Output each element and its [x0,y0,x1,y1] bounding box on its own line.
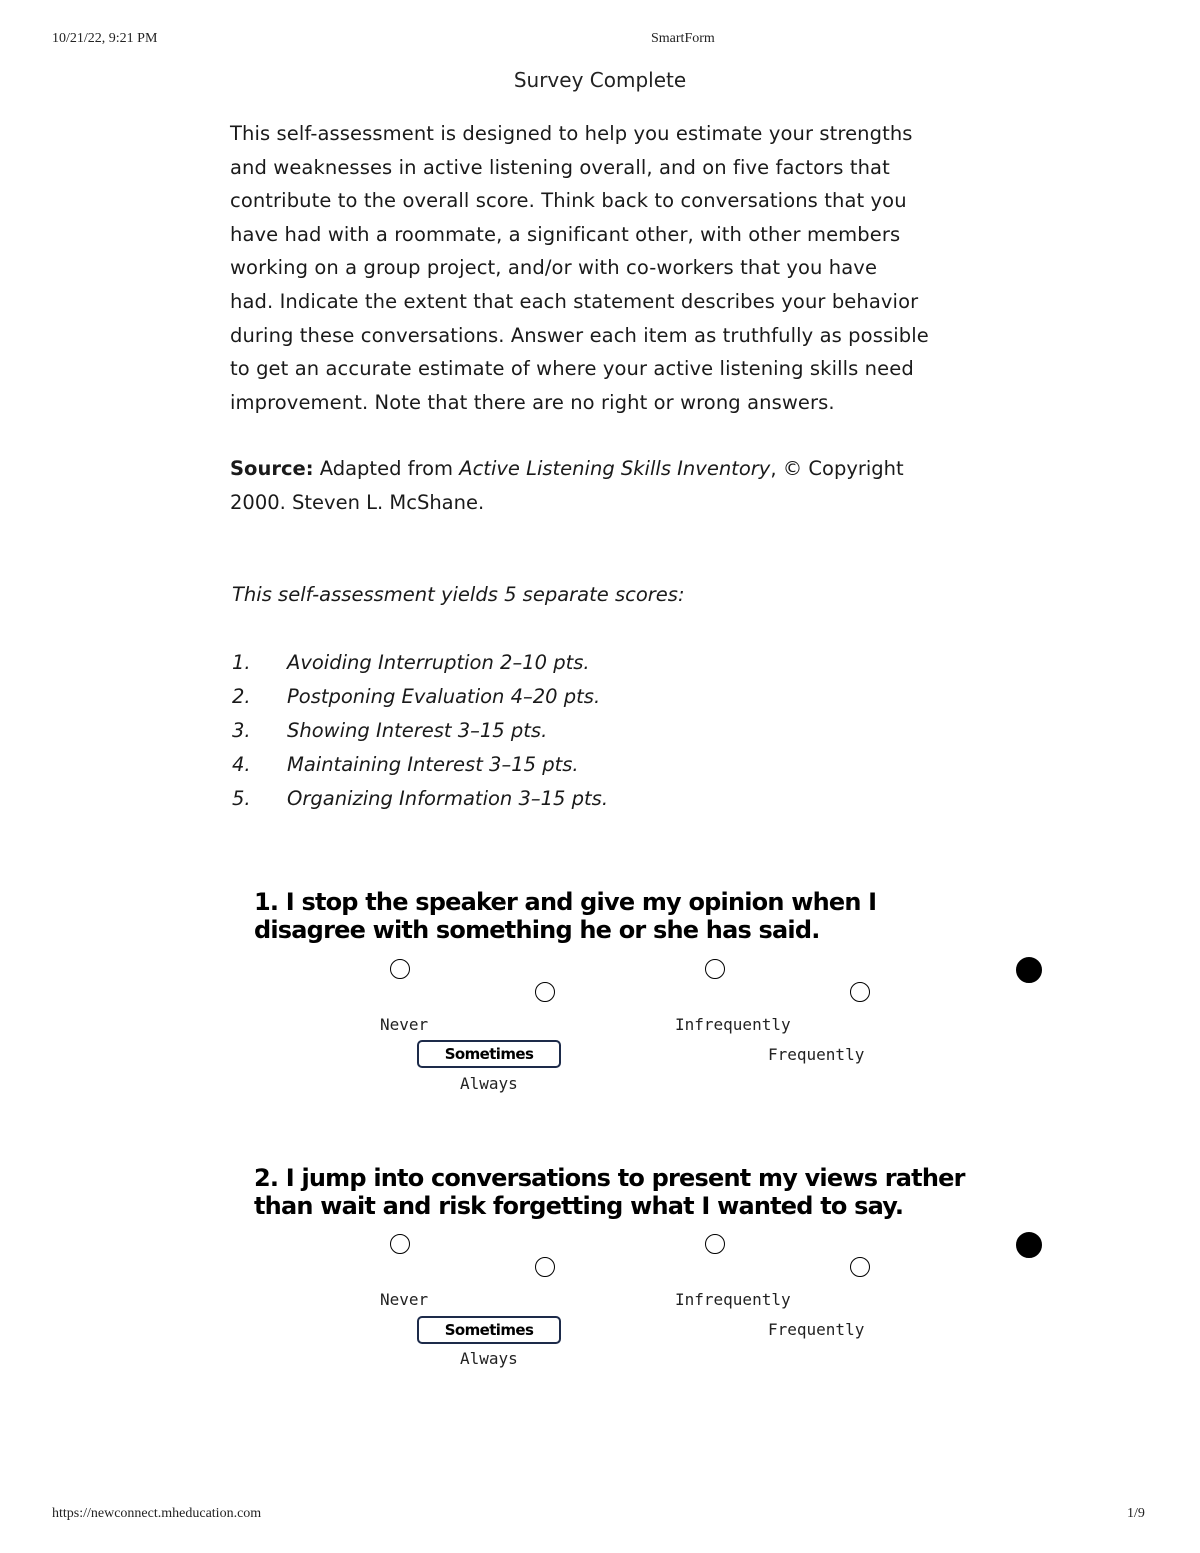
question-line: disagree with something he or she has said. [254,916,820,944]
radio-sometimes[interactable] [535,982,555,1002]
radio-never[interactable] [390,959,410,979]
intro-line: working on a group project, and/or with co-workers that you have [230,256,878,280]
radio-frequently[interactable] [850,982,870,1002]
list-item [232,748,832,782]
option-label-never: Never [380,1015,429,1034]
list-item [232,714,832,748]
intro-line: had. Indicate the extent that each statement describes your behavior [230,289,919,313]
score-number: 3. [232,719,251,742]
question-2-text [254,1164,965,1220]
question-line: 1. I stop the speaker and give my opinion when I [254,888,877,916]
score-number: 1. [232,651,251,674]
source-title: Active Listening Skills Inventory [459,457,771,480]
radio-always-selected[interactable] [1016,1232,1042,1258]
score-number: 4. [232,753,251,776]
source-line2: 2000. Steven L. McShane. [230,491,485,514]
option-label-infrequently: Infrequently [675,1290,791,1309]
question-1-text [254,888,876,944]
score-text: Organizing Information 3–15 pts. [287,787,609,810]
footer-page-number: 1/9 [1127,1506,1145,1521]
intro-paragraph [230,117,990,419]
score-text: Postponing Evaluation 4–20 pts. [287,685,601,708]
question-line: than wait and risk forgetting what I wanted to say. [254,1192,904,1220]
intro-line: contribute to the overall score. Think back to conversations that you [230,189,907,213]
option-label-infrequently: Infrequently [675,1015,791,1034]
intro-line: during these conversations. Answer each item as truthfully as possible [230,323,929,347]
list-item [232,646,832,680]
option-label-always: Always [460,1349,518,1368]
intro-line: to get an accurate estimate of where your active listening skills need [230,357,914,381]
source-label: Source: [230,457,314,480]
radio-frequently[interactable] [850,1257,870,1277]
score-number: 5. [232,787,251,810]
source-pre: Adapted from [313,457,460,480]
option-label-never: Never [380,1290,429,1309]
option-label-frequently: Frequently [768,1045,865,1064]
scores-list [232,646,832,816]
score-text: Maintaining Interest 3–15 pts. [287,753,579,776]
option-label-sometimes[interactable]: Sometimes [417,1316,561,1344]
footer-url: https://newconnect.mheducation.com [52,1506,262,1521]
radio-sometimes[interactable] [535,1257,555,1277]
score-text: Showing Interest 3–15 pts. [287,719,548,742]
score-text: Avoiding Interruption 2–10 pts. [287,651,590,674]
page-title: Survey Complete [513,68,687,92]
radio-infrequently[interactable] [705,1234,725,1254]
question-line: 2. I jump into conversations to present my views rather [254,1164,965,1192]
source-citation [230,452,990,520]
radio-infrequently[interactable] [705,959,725,979]
list-item [232,680,832,714]
radio-never[interactable] [390,1234,410,1254]
list-item [232,782,832,816]
print-timestamp: 10/21/22, 9:21 PM [52,31,158,46]
intro-line: have had with a roommate, a significant other, with other members [230,222,901,246]
print-page-title: SmartForm [651,31,715,46]
intro-line: This self-assessment is designed to help you estimate your strengths [230,122,913,145]
intro-line: and weaknesses in active listening overall, and on five factors that [230,155,890,179]
intro-line: improvement. Note that there are no right or wrong answers. [230,390,835,414]
option-label-frequently: Frequently [768,1320,865,1339]
radio-always-selected[interactable] [1016,957,1042,983]
score-number: 2. [232,685,251,708]
option-label-always: Always [460,1074,518,1093]
yields-text: This self-assessment yields 5 separate scores: [232,583,685,606]
source-post: , © Copyright [770,457,904,480]
option-label-sometimes[interactable]: Sometimes [417,1040,561,1068]
